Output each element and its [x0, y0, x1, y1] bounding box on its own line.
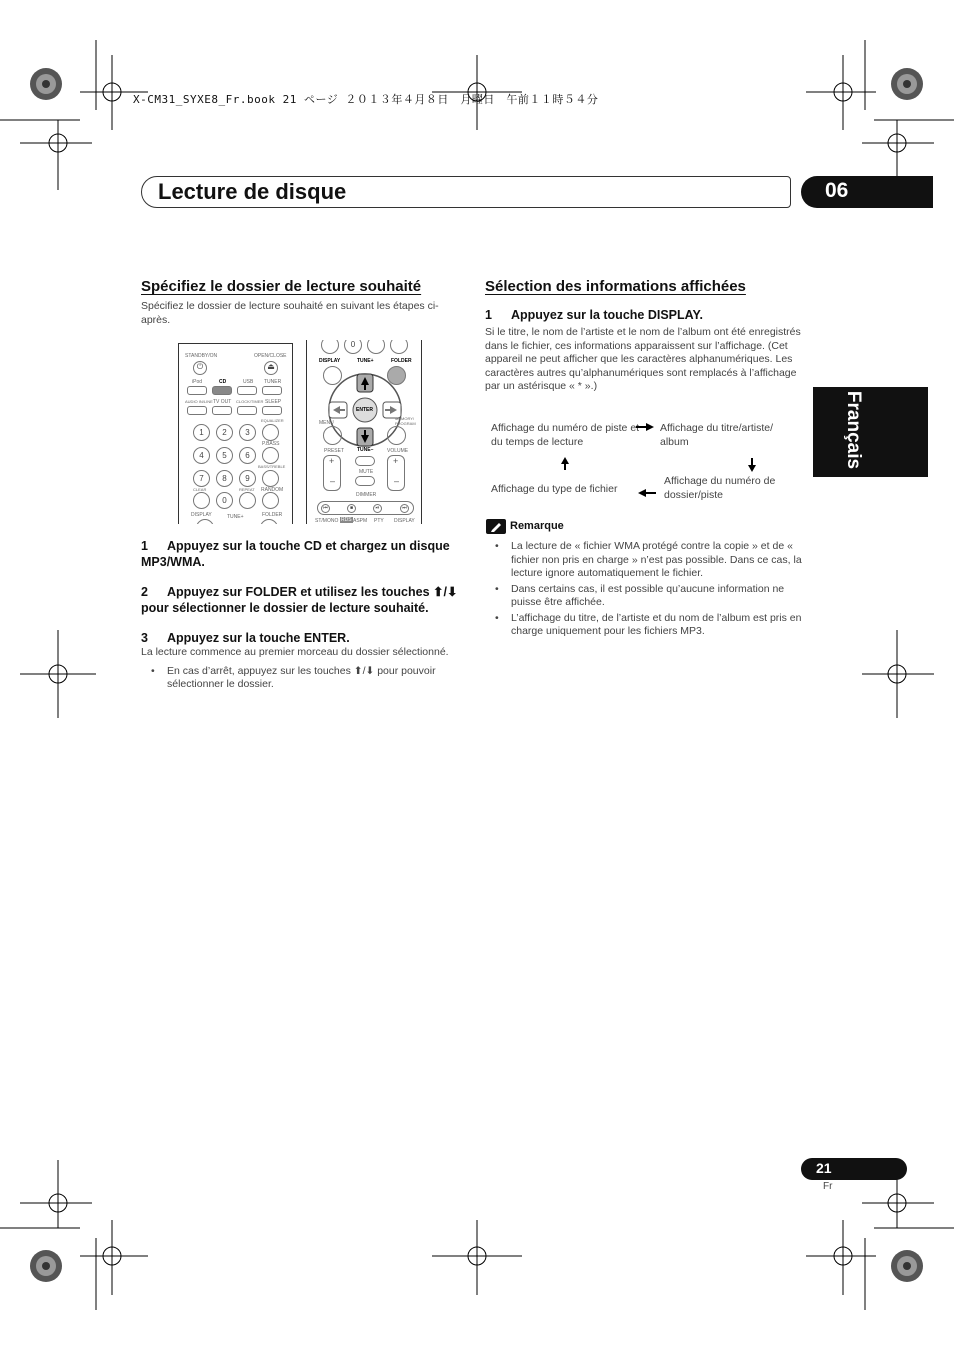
pbass-label: P.BASS: [262, 441, 280, 447]
folder-label-right: FOLDER: [391, 358, 412, 364]
clock-button: [237, 406, 257, 415]
folder-button: [260, 519, 278, 524]
memory-button: [387, 426, 406, 445]
page-title: Lecture de disque: [158, 179, 347, 204]
ipod-label: iPod: [192, 379, 203, 385]
bass-treble-button: [262, 470, 279, 487]
sleep-label: SLEEP: [265, 399, 282, 405]
notes-block: [485, 540, 803, 641]
folder-label: FOLDER: [262, 512, 283, 518]
tune-plus-label: TUNE+: [227, 514, 244, 520]
display-b-label: DISPLAY: [394, 518, 415, 524]
digit-3-button: 3: [239, 424, 256, 441]
preset-label: PRESET: [324, 448, 345, 454]
left-step-3-bullets: [141, 665, 461, 692]
left-step-1-num: 1: [141, 539, 148, 553]
top-button-3: [367, 340, 385, 354]
note-title: Remarque: [510, 520, 564, 532]
clock-label: CLOCK/TIMER: [236, 399, 264, 404]
transport-bar: [317, 501, 414, 515]
title-bar: [141, 176, 791, 208]
audio-in-label: AUDIO IN/LINE: [185, 399, 213, 404]
language-tab: [813, 387, 928, 477]
random-label: RANDOM: [261, 487, 284, 493]
volume-minus-icon: –: [394, 476, 400, 486]
preset-plus-icon: +: [329, 456, 335, 466]
right-column: [485, 278, 803, 394]
left-step-3-bullet: • En cas d’arrêt, appuyez sur les touches ⬆/⬇ pour pouvoir sélectionner le dossier.: [141, 665, 461, 692]
right-body: Si le titre, le nom de l’artiste et le nom de l’album ont été enregistrés dans le fichier, ces informations apparaissent sur l’affichage. (Cet appareil ne peut afficher que les caractères alphanumériques. Les caractères autres qu’alphanumériques sont remplacés à l’affichage par un astérisque « * ».): [485, 326, 801, 392]
left-step-1: [141, 538, 461, 570]
right-heading: Sélection des informations affichées: [485, 278, 746, 295]
left-step-2-num: 2: [141, 585, 148, 599]
dimmer-button: [355, 476, 375, 486]
ipod-button: [187, 386, 207, 395]
digit-0-button: 0: [216, 492, 233, 509]
left-step-2-text: Appuyez sur FOLDER et utilisez les touches ⬆/⬇ pour sélectionner le dossier de lecture souhaité.: [141, 585, 458, 615]
preset-minus-icon: –: [330, 476, 336, 486]
note-item: • L’affichage du titre, de l’artiste et du nom de l’album est pris en charge uniquement pour les fichiers MP3.: [485, 612, 803, 639]
bass-treble-label: BASS/TREBLE: [258, 464, 286, 469]
right-step-1-text: Appuyez sur la touche DISPLAY.: [511, 308, 703, 322]
digit-6-button: 6: [239, 447, 256, 464]
power-button-icon: ⏻: [193, 361, 207, 375]
note-item: • La lecture de « fichier WMA protégé contre la copie » et de « fichier non pris en charge » n’est pas possible. Dans ce cas, la lecture ignore automatiquement le fichier.: [485, 540, 803, 581]
left-intro: Spécifiez le dossier de lecture souhaité en suivant les étapes ci-après.: [141, 300, 439, 326]
dimmer-label: DIMMER: [356, 492, 377, 498]
usb-label: USB: [243, 379, 254, 385]
flow-bottom-right: Affichage du numéro de dossier/piste: [664, 475, 776, 501]
digit-4-button: 4: [193, 447, 210, 464]
page-number-badge: [801, 1158, 907, 1180]
flow-arrows: [480, 415, 800, 505]
mute-button: [355, 456, 375, 466]
digit-5-button: 5: [216, 447, 233, 464]
tv-out-label: TV OUT: [213, 399, 232, 405]
left-heading: Spécifiez le dossier de lecture souhaité: [141, 278, 422, 295]
preset-rocker: [323, 455, 341, 491]
st-mono-label: ST/MONO: [315, 518, 339, 524]
flow-bottom-left: Affichage du type de fichier: [491, 483, 618, 495]
sleep-button: [262, 406, 282, 415]
flow-top-left: Affichage du numéro de piste et du temps de lecture: [491, 422, 640, 448]
tuner-label: TUNER: [264, 379, 282, 385]
digit-9-button: 9: [239, 470, 256, 487]
volume-rocker: [387, 455, 405, 491]
digit-8-button: 8: [216, 470, 233, 487]
memory-program-label: MEMORY/ PROGRAM: [395, 416, 416, 426]
top-button-1: [321, 340, 339, 354]
volume-plus-icon: +: [393, 456, 399, 466]
print-header: X-CM31_SYXE8_Fr.book 21 ページ ２０１３年４月８日 月曜日 午前１１時５４分: [133, 93, 599, 106]
clear-button: [193, 492, 210, 509]
page-number: 21: [816, 1160, 832, 1176]
right-step-1-num: 1: [485, 308, 492, 322]
display-label-right: DISPLAY: [319, 358, 341, 364]
menu-button: [323, 426, 342, 445]
prev-icon: ⏮: [321, 504, 330, 513]
remote-illustration-right: [306, 340, 422, 524]
right-step-1: [485, 307, 803, 323]
tune-plus-label-right: TUNE+: [357, 358, 374, 364]
digit-1-button: 1: [193, 424, 210, 441]
pty-label: PTY: [374, 518, 384, 524]
flow-top-right: Affichage du titre/artiste/ album: [660, 422, 774, 448]
mute-label: MUTE: [359, 469, 374, 475]
next-icon: ⏭: [400, 504, 409, 513]
standby-label: STANDBY/ON: [185, 353, 218, 359]
page-lang: Fr: [823, 1181, 833, 1192]
left-steps: [141, 538, 461, 694]
left-step-3-body: La lecture commence au premier morceau du dossier sélectionné.: [141, 646, 449, 658]
tv-out-button: [212, 406, 232, 415]
audio-in-button: [187, 406, 207, 415]
cd-label: CD: [219, 379, 227, 385]
rds-label: RDS: [341, 517, 352, 523]
enter-label: ENTER: [356, 407, 373, 413]
left-step-3-text: Appuyez sur la touche ENTER.: [167, 631, 350, 645]
display-label: DISPLAY: [191, 512, 212, 518]
language-tab-label: Français: [843, 390, 864, 470]
tuner-button: [262, 386, 282, 395]
notes-list: [485, 540, 803, 639]
open-close-label: OPEN/CLOSE: [254, 353, 287, 359]
play-pause-icon: ⏯: [373, 504, 382, 513]
pbass-button: [262, 447, 279, 464]
equalizer-label: EQUALIZER: [261, 418, 284, 423]
tune-minus-label: TUNE–: [357, 447, 374, 453]
random-button: [262, 492, 279, 509]
aspm-label: ASPM: [353, 518, 368, 524]
menu-label: MENU: [319, 420, 334, 426]
left-step-1-text: Appuyez sur la touche CD et chargez un disque MP3/WMA.: [141, 539, 450, 569]
note-item: • Dans certains cas, il est possible qu’aucune information ne puisse être affichée.: [485, 583, 803, 610]
display-button: [196, 519, 214, 524]
cd-button: [212, 386, 232, 395]
repeat-label: REPEAT: [239, 487, 255, 492]
repeat-button: [239, 492, 256, 509]
volume-label: VOLUME: [387, 448, 409, 454]
remote-illustration-left: [178, 343, 293, 524]
left-step-3: [141, 630, 461, 646]
top-button-4: [390, 340, 408, 354]
eject-button-icon: ⏏: [264, 361, 278, 375]
left-step-3-num: 3: [141, 631, 148, 645]
chapter-number: 06: [825, 179, 849, 202]
clear-label: CLEAR: [193, 487, 207, 492]
stop-icon: ■: [347, 504, 356, 513]
chapter-badge: [801, 176, 933, 208]
digit-7-button: 7: [193, 470, 210, 487]
left-column: [141, 278, 461, 327]
note-pencil-icon: [486, 519, 506, 534]
left-step-2: [141, 584, 461, 616]
equalizer-button: [262, 424, 279, 441]
digit-2-button: 2: [216, 424, 233, 441]
usb-button: [237, 386, 257, 395]
digit-0-button-top: 0: [344, 340, 362, 354]
